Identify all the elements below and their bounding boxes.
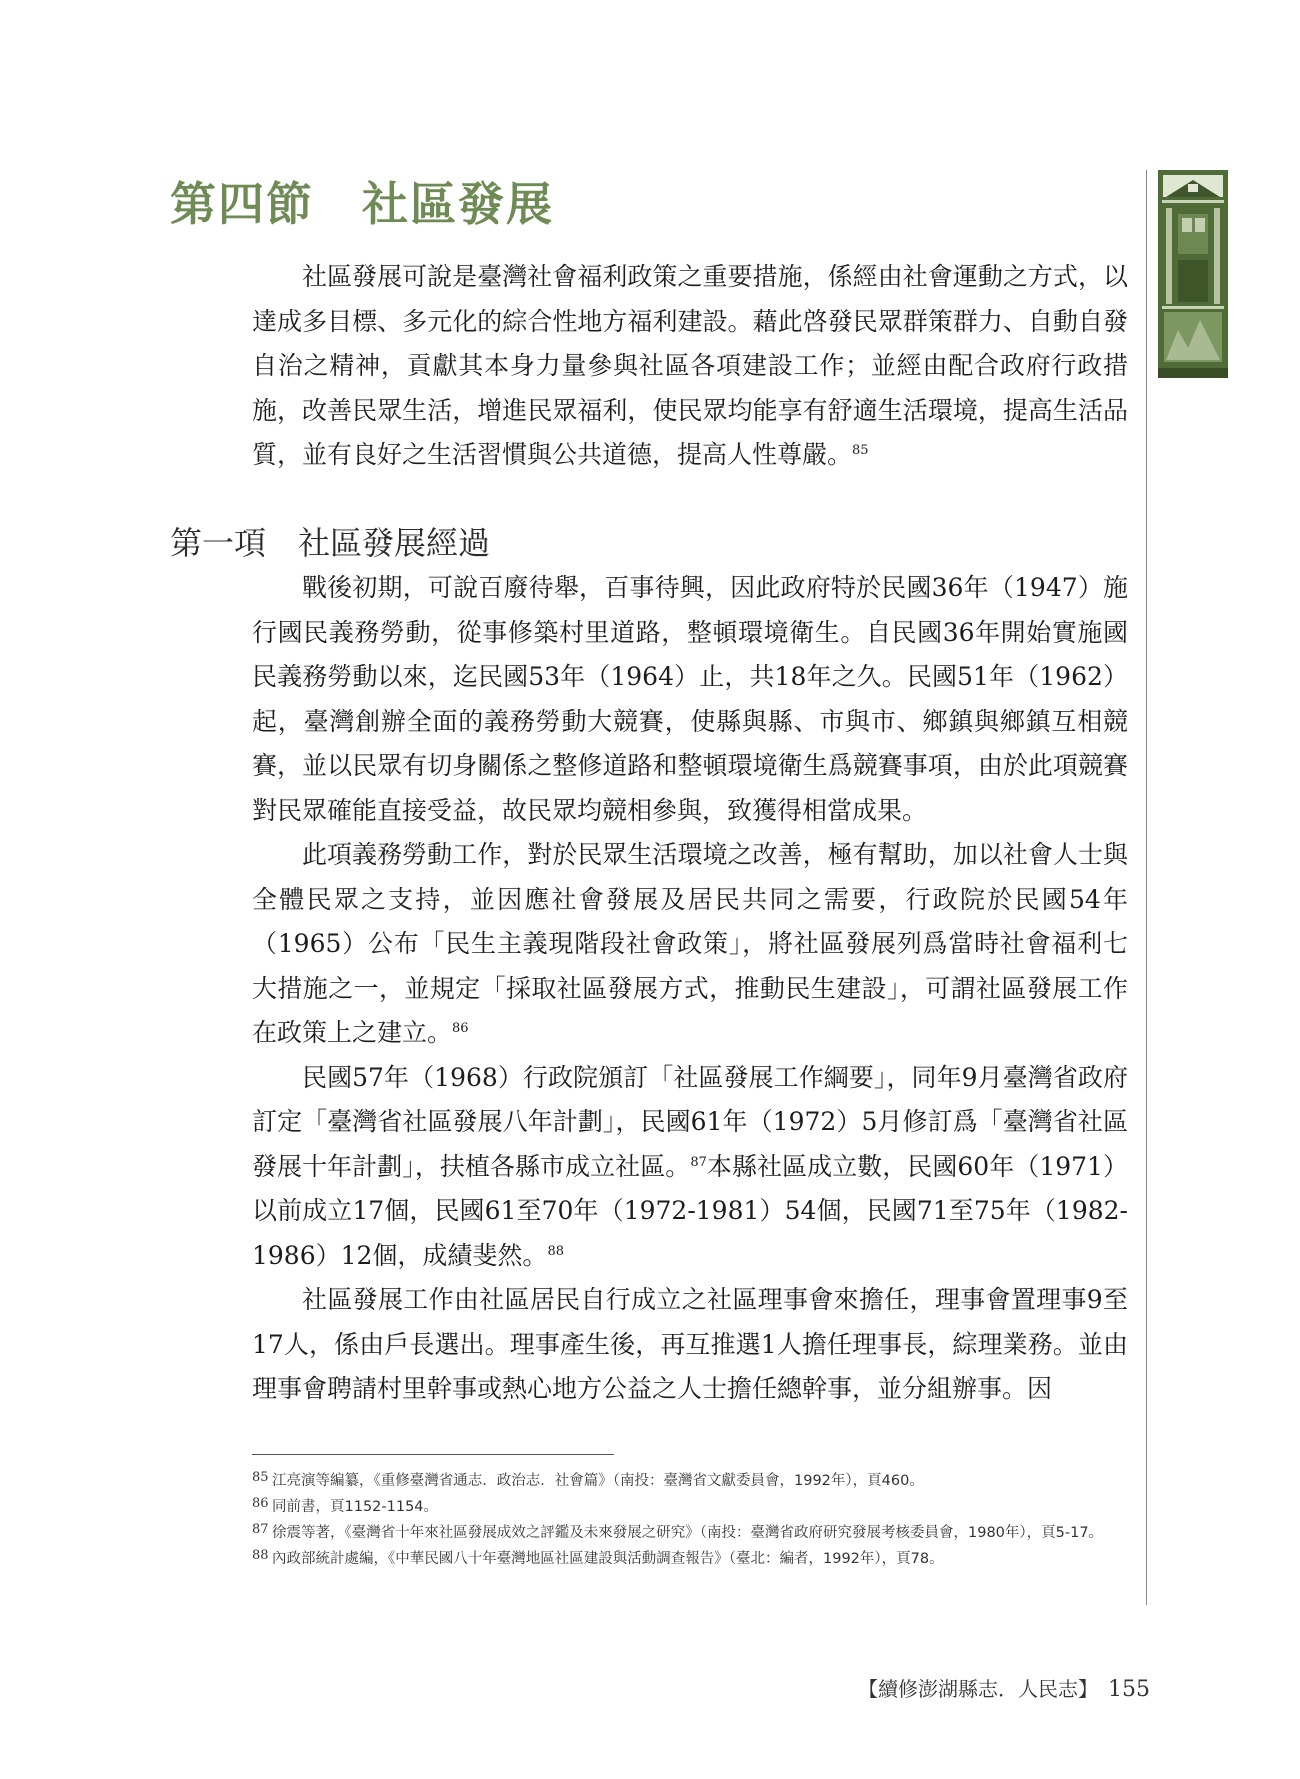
footnotes — [252, 1468, 1140, 1572]
chapter-title: 第四節 社區發展 — [170, 177, 554, 231]
footnote-number: 85 — [252, 1470, 269, 1485]
chapter-thumbnail-image — [1158, 170, 1228, 378]
footnote-text: 江亮演等編纂，《重修臺灣省通志．政治志．社會篇》（南投：臺灣省文獻委員會，1992年），頁460。 — [272, 1473, 924, 1489]
paragraph-4: 社區發展工作由社區居民自行成立之社區理事會來擔任，理事會置理事9至17人，係由戶長選出。理事產生後，再互推選1人擔任理事長，綜理業務。並由理事會聘請村里幹事或熱心地方公益之人士擔任總幹事，並分組辦事。因 — [252, 1285, 1128, 1403]
intro-text — [252, 255, 1128, 478]
footnote-ref-87[interactable]: 87 — [690, 1154, 707, 1170]
footnote-text: 同前書，頁1152-1154。 — [272, 1499, 439, 1515]
intro-paragraph: 社區發展可說是臺灣社會福利政策之重要措施，係經由社會運動之方式，以達成多目標、多元化的綜合性地方福利建設。藉此啓發民眾群策群力、自動自發自治之精神，貢獻其本身力量參與社區各項建設工作；並經由配合政府行政措施，改善民眾生活，增進民眾福利，使民眾均能享有舒適生活環境，提高生活品質，並有良好之生活習慣與公共道德，提高人性尊嚴。$^{85}$ — [252, 262, 1128, 469]
page-number: 155 — [1108, 1677, 1150, 1702]
footnote-ref-88[interactable]: 88 — [547, 1243, 564, 1259]
footnote-86 — [252, 1494, 1140, 1520]
footnote-ref-86[interactable]: 86 — [452, 1021, 469, 1036]
paragraph-2: 此項義務勞動工作，對於民眾生活環境之改善，極有幫助，加以社會人士與全體民眾之支持，並因應社會發展及居民共同之需要，行政院於民國54年（1965）公布「民生主義現階段社會政策」，將社區發展列爲當時社會福利七大措施之一，並規定「採取社區發展方式，推動民生建設」，可謂社區發展工作在政策上之建立。$^{86}$ — [252, 840, 1128, 1047]
footnote-number: 86 — [252, 1496, 269, 1511]
running-footer — [858, 1673, 1150, 1702]
section-title: 第一項 社區發展經過 — [170, 524, 491, 562]
footnote-divider — [252, 1454, 614, 1455]
footnote-ref-85[interactable]: 85 — [852, 443, 869, 458]
book-title: 【續修澎湖縣志．人民志】 — [858, 1677, 1098, 1701]
footnote-number: 88 — [252, 1548, 269, 1563]
building-photo-icon — [1158, 170, 1228, 378]
footnote-85 — [252, 1468, 1140, 1494]
footnote-text: 徐震等著，《臺灣省十年來社區發展成效之評鑑及未來發展之研究》（南投：臺灣省政府研究發展考核委員會，1980年），頁5-17。 — [272, 1525, 1104, 1541]
footnote-number: 87 — [252, 1522, 269, 1537]
footnote-text: 內政部統計處編，《中華民國八十年臺灣地區社區建設與活動調查報告》（臺北：編者，1992年），頁78。 — [272, 1551, 944, 1567]
footnote-87 — [252, 1520, 1140, 1546]
margin-rule — [1146, 170, 1147, 1605]
section-body — [252, 566, 1128, 1412]
paragraph-1: 戰後初期，可說百廢待舉，百事待興，因此政府特於民國36年（1947）施行國民義務勞動，從事修築村里道路，整頓環境衛生。自民國36年開始實施國民義務勞動以來，迄民國53年（1964）止，共18年之久。民國51年（1962）起，臺灣創辦全面的義務勞動大競賽，使縣與縣、市與市、鄉鎮與鄉鎮互相競賽，並以民眾有切身關係之整修道路和整頓環境衛生爲競賽事項，由於此項競賽對民眾確能直接受益，故民眾均競相參與，致獲得相當成果。 — [252, 573, 1128, 825]
paragraph-3: 民國57年（1968）行政院頒訂「社區發展工作綱要」，同年9月臺灣省政府訂定「臺灣省社區發展八年計劃」，民國61年（1972）5月修訂爲「臺灣省社區發展十年計劃」，扶植各縣市成立社區。$^{87}$本縣社區成立數，民國60年（1971）以前成立17個，民國61至70年（1972-1981）54個，民國71至75年（1982-1986）12個，成績斐然。$^{88}$ — [252, 1062, 1128, 1270]
footnote-88 — [252, 1546, 1140, 1572]
